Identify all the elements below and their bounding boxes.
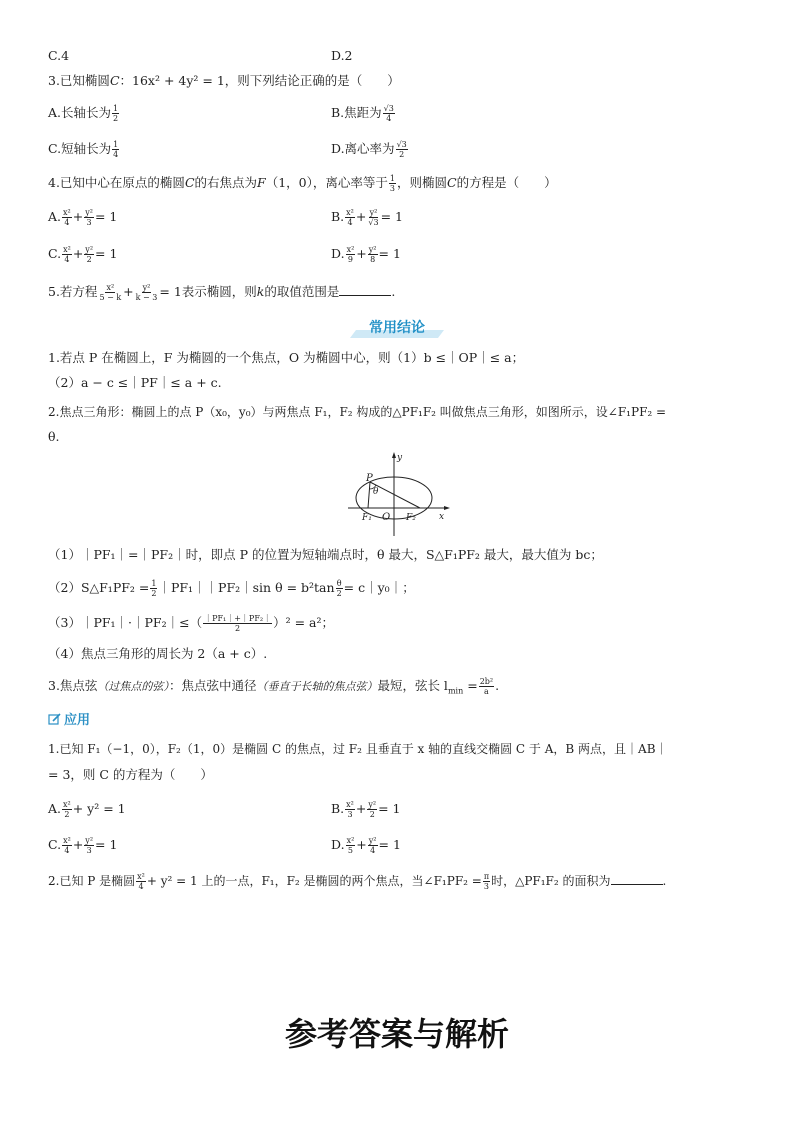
application-1-option-b: B. $\frac{\text{x²}}{3}$ + $\frac{\text{y²}}{2}$ = 1 <box>331 800 401 819</box>
q3-stem: 3.已知椭圆C：16x² + 4y² = 1，则下列结论正确的是（ ） <box>48 73 400 88</box>
formula-2: （2）S△F₁PF₂ = $\frac{1}{2}$ ｜PF₁｜｜PF₂｜sin θ = b²tan $\frac{\theta}{2}$ = c｜y₀｜； <box>48 579 415 598</box>
label-f2: F₂ <box>406 513 416 523</box>
banner-title: 常用结论 <box>369 320 425 336</box>
label-theta: θ <box>373 487 379 497</box>
q3-option-d: D.离心率为 $\frac{√3}{2}$ <box>331 140 407 159</box>
conclusion-1-line-2: （2）a − c ≤｜PF｜≤ a + c. <box>48 375 222 390</box>
q2-option-c: C.4 <box>48 48 70 63</box>
conclusion-3: 3.焦点弦（过焦点的弦）：焦点弦中通径（垂直于长轴的焦点弦）最短，弦长 $l_{min}$ = $\frac{\text{2b²}}{a}$ . <box>48 677 500 696</box>
section-banner <box>350 318 444 338</box>
y-axis-arrow-icon <box>392 452 396 458</box>
application-2: 2.已知 P 是椭圆 $\frac{\text{x²}}{4}$ + y² = 1 上的一点，F₁，F₂ 是椭圆的两个焦点，当∠F₁PF₂ = $\frac{\pi}{3}$ 时，△PF₁F₂ 的面积为 . <box>48 872 667 891</box>
q4-option-b: B. $\frac{\text{x²}}{4}$ + $\frac{\text{y²}}{√3}$ = 1 <box>331 208 403 227</box>
edit-pencil-icon <box>48 712 62 726</box>
application-1-option-d: D. $\frac{\text{x²}}{5}$ + $\frac{\text{y²}}{4}$ = 1 <box>331 836 401 855</box>
q3-option-c: C.短轴长为 $\frac{1}{4}$ <box>48 140 119 159</box>
label-y: y <box>397 453 403 463</box>
application-1-line-1: 1.已知 F₁（−1，0），F₂（1，0）是椭圆 C 的焦点，过 F₂ 且垂直于 x 轴的直线交椭圆 C 于 A，B 两点，且｜AB｜ <box>48 742 668 756</box>
label-o: O <box>382 512 391 523</box>
q4-option-c: C. $\frac{\text{x²}}{4}$ + $\frac{\text{y²}}{2}$ = 1 <box>48 245 118 264</box>
answer-blank <box>339 283 391 296</box>
label-f1: F₁ <box>362 513 372 523</box>
answer-section-title: 参考答案与解析 <box>284 1015 509 1053</box>
conclusion-1-line-1: 1.若点 P 在椭圆上，F 为椭圆的一个焦点，O 为椭圆中心，则（1）b ≤｜OP｜≤ a； <box>48 350 525 365</box>
answer-blank <box>611 872 663 885</box>
q3-option-b: B.焦距为 $\frac{√3}{4}$ <box>331 104 394 123</box>
formula-4: （4）焦点三角形的周长为 2（a + c）. <box>48 646 268 661</box>
formula-1: （1）｜PF₁｜=｜PF₂｜时，即点 P 的位置为短轴端点时，θ 最大，S△F₁PF₂ 最大，最大值为 bc； <box>48 547 603 562</box>
q3-option-a: A.长轴长为 $\frac{1}{2}$ <box>48 104 119 123</box>
application-1-option-c: C. $\frac{\text{x²}}{4}$ + $\frac{\text{y²}}{3}$ = 1 <box>48 836 118 855</box>
q4-option-d: D. $\frac{\text{x²}}{9}$ + $\frac{\text{y²}}{8}$ = 1 <box>331 245 401 264</box>
conclusion-2-line-1: 2.焦点三角形：椭圆上的点 P（x₀，y₀）与两焦点 F₁，F₂ 构成的△PF₁F₂ 叫做焦点三角形，如图所示，设∠F₁PF₂ = <box>48 405 667 419</box>
application-1-line-2: = 3，则 C 的方程为（ ） <box>48 767 213 782</box>
label-p: P <box>366 473 373 484</box>
x-axis-arrow-icon <box>444 506 450 510</box>
application-heading: 应用 <box>48 712 90 730</box>
ellipse-focal-triangle-figure <box>340 448 460 540</box>
conclusion-2-line-2: θ. <box>48 429 60 444</box>
application-1-option-a: A. $\frac{\text{x²}}{2}$ + y² = 1 <box>48 800 126 819</box>
q5-stem: 5.若方程 $\frac{\text{x²}}{5 - k}$ + $\frac{\text{y²}}{k - 3}$ = 1表示椭圆，则k的取值范围是 . <box>48 283 396 302</box>
q2-option-d: D.2 <box>331 48 353 63</box>
q4-stem: 4.已知中心在原点的椭圆C的右焦点为F（1，0），离心率等于 $\frac{1}{3}$ ，则椭圆C的方程是（ ） <box>48 174 557 193</box>
q4-option-a: A. $\frac{\text{x²}}{4}$ + $\frac{\text{y²}}{3}$ = 1 <box>48 208 118 227</box>
label-x: x <box>439 512 445 522</box>
segment-pf1 <box>368 482 370 508</box>
formula-3: （3）｜PF₁｜·｜PF₂｜≤（ $\frac{\text{｜PF₁｜+｜PF₂｜}}{2}$ ）² = a²； <box>48 614 334 633</box>
